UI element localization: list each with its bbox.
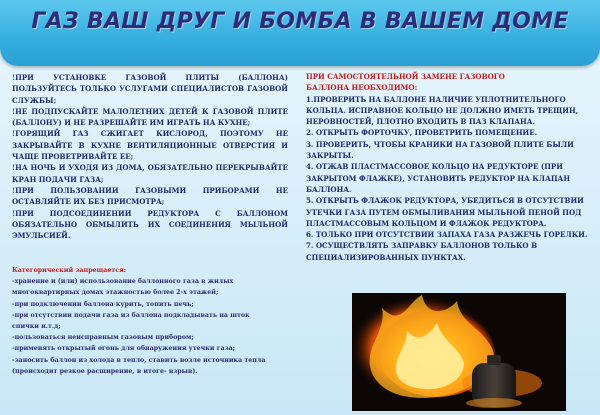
rule-item: !НА НОЧЬ И УХОДЯ ИЗ ДОМА, ОБЯЗАТЕЛЬНО ПЕРЕКРЫВАЙТЕ КРАН ПОДАЧИ ГАЗА; [12,163,288,184]
rule-item: !ПРИ ПОДСОЕДИНЕНИИ РЕДУКТОРА С БАЛЛОНОМ ОБЯЗАТЕЛЬНО ОБМЫЛИТЬ ИХ СОЕДИНЕНИЯ МЫЛЬНОЙ ЭМУЛЬСИЕЙ. [12,208,288,241]
rule-item: !НЕ ПОДПУСКАЙТЕ МАЛОЛЕТНИХ ДЕТЕЙ К ГАЗОВОЙ ПЛИТЕ (БАЛЛОНУ) И НЕ РАЗРЕШАЙТЕ ИМ ИГРАТЬ НА КУХНЕ; [12,106,288,128]
step-item: 2. ОТКРЫТЬ ФОРТОЧКУ, ПРОВЕТРИТЬ ПОМЕЩЕНИЕ. [306,128,538,138]
rule-item: !ПРИ УСТАНОВКЕ ГАЗОВОЙ ПЛИТЫ (БАЛЛОНА) ПОЛЬЗУЙТЕСЬ ТОЛЬКО УСЛУГАМИ СПЕЦИАЛИСТОВ ГАЗОВОЙ СЛУЖБЫ; [12,73,288,105]
step-item: 7. ОСУЩЕСТВЛЯТЬ ЗАПРАВКУ БАЛЛОНОВ ТОЛЬКО В СПЕЦИАЛИЗИРОВАННЫХ ПУНКТАХ. [306,241,538,262]
page-title: ГАЗ ВАШ ДРУГ И БОМБА В ВАШЕМ ДОМЕ [31,9,569,34]
safety-rules [12,72,288,241]
replacement-heading: БАЛЛОНА НЕОБХОДИМО: [306,83,418,93]
rule-item: !ПРИ ПОЛЬЗОВАНИИ ГАЗОВЫМИ ПРИБОРАМИ НЕ ОСТАВЛЯЙТЕ ИХ БЕЗ ПРИСМОТРА; [12,185,288,207]
prohibited-item: спички и.т.д; [12,323,61,331]
prohibited-item: -хранение и (или) использование баллонного газа в жилых [12,278,234,286]
step-item: 1.ПРОВЕРИТЬ НА БАЛЛОНЕ НАЛИЧИЕ УПЛОТНИТЕЛЬНОГО КОЛЬЦА. ИСПРАВНОЕ КОЛЬЦО НЕ ДОЛЖНО ИМЕТЬ ТРЕЩИН, НЕРОВНОСТЕЙ, ПЛОТНО ВХОДИТЬ В ПАЗ КЛАПАНА. [306,94,579,127]
prohibited-item: -заносить баллон из холода в тепло, ставить возле источника тепла [12,356,266,364]
step-item: 4. ОТЖАВ ПЛАСТМАССОВОЕ КОЛЬЦО НА РЕДУКТОРЕ (ПРИ ЗАКРЫТОМ ФЛАЖКЕ), УСТАНОВИТЬ РЕДУКТОР НА КЛАПАН БАЛЛОНА. [306,162,571,194]
prohibited-item: многоквартирных домах этажностью более 2-х этажей; [12,289,219,297]
step-item: 5. ОТКРЫТЬ ФЛАЖОК РЕДУКТОРА, УБЕДИТЬСЯ В ОТСУТСТВИИ УТЕЧКИ ГАЗА ПУТЕМ ОБМЫЛИВАНИЯ МЫЛЬНОЙ ПЕНОЙ ПОД ПЛАСТМАССОВЫМ КОЛЬЦОМ И ФЛАЖОК РЕДУКТОРА. [306,196,584,228]
prohibited-heading: Категорический запрещается: [12,267,127,274]
prohibited-item: -применять открытый огонь для обнаружения утечки газа; [12,345,235,353]
prohibited-item: (происходит резкое расширение, в итоге- взрыв). [12,367,198,375]
gas-cylinder-fire-photo [352,293,566,411]
prohibited-item: -при подключении баллона курить, топить печь; [12,300,194,308]
step-item: 6. ТОЛЬКО ПРИ ОТСУТСТВИИ ЗАПАХА ГАЗА РАЗЖЕЧЬ ГОРЕЛКИ. [306,230,588,240]
cylinder-replacement-steps [306,71,588,263]
prohibited-list [12,265,288,377]
fire-icon [352,293,566,411]
rule-item: !ГОРЯЩИЙ ГАЗ СЖИГАЕТ КИСЛОРОД, ПОЭТОМУ НЕ ЗАКРЫВАЙТЕ В КУХНЕ ВЕНТИЛЯЦИОННЫЕ ОТВЕРСТИЯ И ЧАЩЕ ПРОВЕТРИВАЙТЕ ЕЕ; [12,129,288,162]
prohibited-item: -пользоваться неисправным газовым прибором; [12,334,194,342]
replacement-heading: ПРИ САМОСТОЯТЕЛЬНОЙ ЗАМЕНЕ ГАЗОВОГО [306,72,505,81]
prohibited-item: -при отсутствии подачи газа из баллона подкладывать на шток [12,311,250,319]
step-item: 3. ПРОВЕРИТЬ, ЧТОБЫ КРАНИКИ НА ГАЗОВОЙ ПЛИТЕ БЫЛИ ЗАКРЫТЫ. [306,139,574,161]
